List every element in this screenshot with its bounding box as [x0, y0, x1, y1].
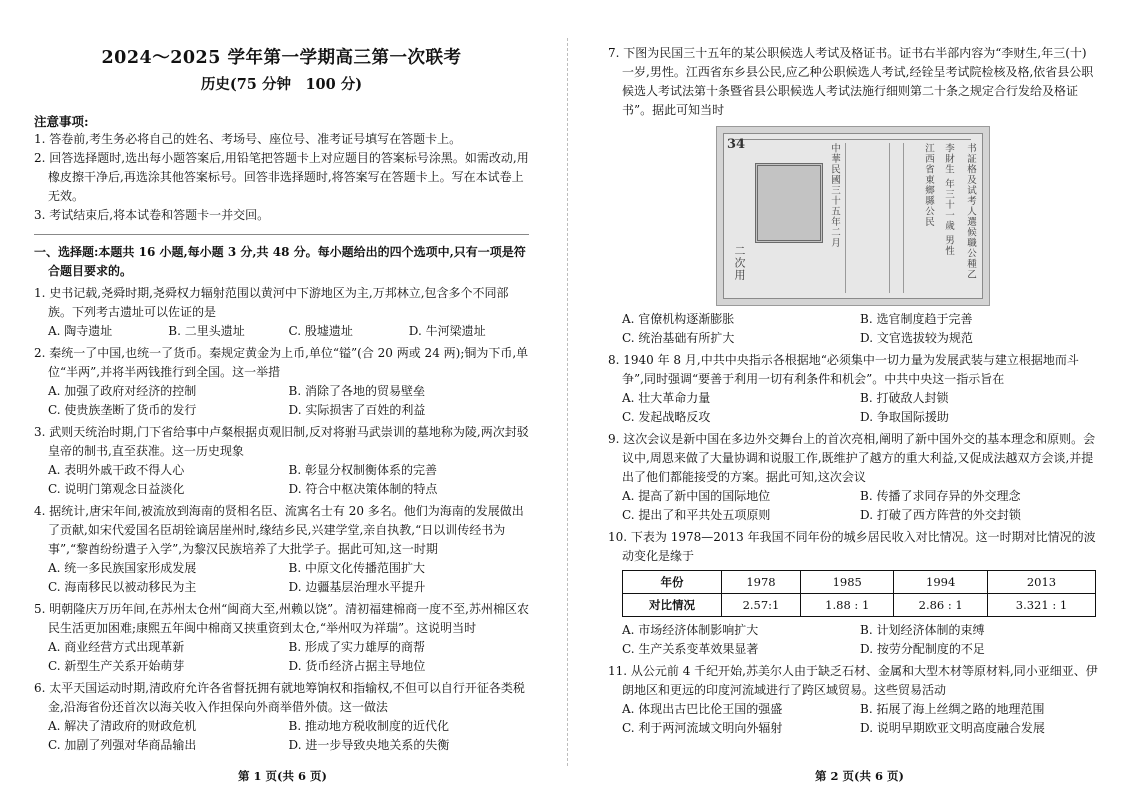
option-a: A. 壮大革命力量 [622, 391, 711, 405]
certificate-image [716, 126, 990, 306]
option-b: B. 拓展了海上丝绸之路的地理范围 [860, 702, 1045, 716]
option-d: D. 牛河梁遗址 [408, 324, 486, 338]
option-d: D. 边疆基层治理水平提升 [288, 580, 426, 594]
question-11-options [608, 700, 1098, 738]
question-5-stem: 5. 明朝隆庆万历年间,在苏州太仓州“闽商大至,州赖以饶”。清初福建棉商一度不至,苏州棉区农民生活更加困难;康熙五年闽中棉商又挟重资到太仓,“举州叹为祥瑞”。这说明当时 [34, 602, 529, 635]
option-d: D. 进一步导致央地关系的失衡 [288, 738, 450, 752]
question-10-options [608, 621, 1098, 659]
certificate-date-text: 中華民國三十五年二月 [829, 143, 840, 248]
option-d: D. 说明早期欧亚文明高度融合发展 [860, 721, 1045, 735]
option-c: C. 海南移民以被动移民为主 [48, 580, 197, 594]
question-8-options [608, 389, 1098, 427]
option-b: B. 选官制度趋于完善 [860, 312, 973, 326]
option-c: C. 殷墟遗址 [288, 324, 353, 338]
page-1-column [34, 0, 529, 755]
option-a: A. 体现出古巴比伦王国的强盛 [622, 702, 783, 716]
option-c: C. 提出了和平共处五项原则 [622, 508, 771, 522]
notice-item: 2. 回答选择题时,选出每小题答案后,用铅笔把答题卡上对应题目的答案标号涂黑。如需改动,用橡皮擦干净后,再选涂其他答案标号。回答非选择题时,将答案写在答题卡上。写在本试卷上无效。 [34, 151, 529, 203]
certificate-rule [903, 143, 904, 293]
option-d: D. 打破了西方阵营的外交封锁 [860, 508, 1021, 522]
question-1-stem: 1. 史书记载,尧舜时期,尧舜权力辐射范围以黄河中下游地区为主,万邦林立,包含多个不同部族。下列考古遗址可以佐证的是 [34, 286, 509, 319]
question-9-stem: 9. 这次会议是新中国在多边外交舞台上的首次亮相,阐明了新中国外交的基本理念和原则。会议中,周恩来做了大量协调和说服工作,既维护了越方的重大利益,又促成法越双方会谈,并提出了他们都能接受的方案。据此可知,这次会议 [608, 432, 1096, 484]
page-2-column [608, 0, 1098, 738]
certificate-rule [845, 143, 846, 293]
option-a: A. 市场经济体制影响扩大 [622, 623, 759, 637]
question-11-stem: 11. 从公元前 4 千纪开始,苏美尔人由于缺乏石材、金属和大型木材等原材料,同小亚细亚、伊朗地区和更远的印度河流域进行了跨区域贸易。这些贸易活动 [608, 664, 1098, 697]
question-1-options [34, 322, 529, 341]
option-a: A. 统一多民族国家形成发展 [48, 561, 197, 575]
option-a: A. 解决了清政府的财政危机 [48, 719, 197, 733]
option-c: C. 生产关系变革效果显著 [622, 642, 759, 656]
option-b: B. 打破敌人封锁 [860, 391, 949, 405]
option-b: B. 彰显分权制衡体系的完善 [288, 463, 437, 477]
question-6-stem: 6. 太平天国运动时期,清政府允许各省督抚拥有就地筹饷权和指输权,不但可以自行开征各类税金,沿海省份还首次以海关收入作担保向外商举借外债。这一做法 [34, 681, 525, 714]
notice-item: 1. 答卷前,考生务必将自己的姓名、考场号、座位号、准考证号填写在答题卡上。 [34, 132, 462, 146]
section-heading: 一、选择题:本题共 16 小题,每小题 3 分,共 48 分。每小题给出的四个选项中,只有一项是符合题目要求的。 [34, 245, 526, 278]
table-cell: 3.321 : 1 [987, 594, 1095, 617]
table-header-cell: 对比情况 [623, 594, 722, 617]
certificate-header-text: 书証格及试考人選候職公種乙 [965, 143, 976, 280]
table-cell: 1994 [894, 571, 987, 594]
question-2-stem: 2. 秦统一了中国,也统一了货币。秦规定黄金为上币,单位“镒”(合 20 两或 24 两);铜为下币,单位“半两”,并将半两钱推行到全国。这一举措 [34, 346, 529, 379]
certificate-origin-text: 江西省東鄉縣公民 [923, 143, 934, 227]
table-cell: 2.86 : 1 [894, 594, 987, 617]
option-b: B. 传播了求同存异的外交理念 [860, 489, 1021, 503]
certificate-number: 34 [727, 137, 746, 152]
option-d: D. 按劳分配制度的不足 [860, 642, 985, 656]
exam-subtitle: 历史(75 分钟 100 分) [200, 76, 363, 93]
certificate-holder-text: 李財生 年三十一歲 男性 [943, 143, 954, 257]
option-d: D. 争取国际援助 [860, 410, 949, 424]
question-4-stem: 4. 据统计,唐宋年间,被流放到海南的贤相名臣、流寓名士有 20 多名。他们为海南的发展做出了贡献,如宋代爱国名臣胡铨谪居崖州时,缘结乡民,兴建学堂,亲自执教,“日以训传经书为事”,“黎酋纷纷遣子入学”,为黎汉民族培养了大批学子。据此可知,这一时期 [34, 504, 524, 556]
option-c: C. 发起战略反攻 [622, 410, 711, 424]
option-d: D. 文官选拔较为规范 [860, 331, 973, 345]
option-a: A. 提高了新中国的国际地位 [622, 489, 771, 503]
option-d: D. 实际损害了百姓的利益 [288, 403, 426, 417]
option-b: B. 推动地方税收制度的近代化 [288, 719, 449, 733]
option-b: B. 中原文化传播范围扩大 [288, 561, 425, 575]
table-row [623, 594, 1096, 617]
option-b: B. 消除了各地的贸易壁垒 [288, 384, 425, 398]
question-6-options [34, 717, 529, 755]
question-9-options [608, 487, 1098, 525]
question-8-stem: 8. 1940 年 8 月,中共中央指示各根据地“必须集中一切力量为发展武装与建立根据地而斗争”,同时强调“要善于利用一切有利条件和机会”。中共中央这一指示旨在 [608, 353, 1079, 386]
question-5-options [34, 638, 529, 676]
table-cell: 2013 [987, 571, 1095, 594]
certificate-rule [735, 139, 971, 140]
question-7-stem: 7. 下图为民国三十五年的某公职候选人考试及格证书。证书右半部内容为“李财生,年三(十)一岁,男性。江西省东乡县公民,应乙种公职候选人考试,经铨呈考试院检核及格,依省县公职候选人考试法第十条暨省县公职候选人考试法施行细则第二十条之规定合行发给及格证书”。据此可知当时 [608, 46, 1094, 117]
option-a: A. 表明外戚干政不得人心 [48, 463, 185, 477]
option-b: B. 二里头遗址 [168, 324, 245, 338]
exam-title: 2024～2025 学年第一学期高三第一次联考 [101, 48, 462, 68]
option-a: A. 加强了政府对经济的控制 [48, 384, 197, 398]
option-c: C. 说明门第观念日益淡化 [48, 482, 185, 496]
question-3-stem: 3. 武则天统治时期,门下省给事中卢粲根据贞观旧制,反对将驸马武崇训的墓地称为陵,两次封驳皇帝的制书,直至获准。这一历史现象 [34, 425, 529, 458]
option-a: A. 陶寺遗址 [48, 324, 113, 338]
option-a: A. 商业经营方式出现革新 [48, 640, 185, 654]
certificate-note-text: 二次用 [733, 245, 746, 281]
seal-stamp [755, 163, 823, 243]
table-header-cell: 年份 [623, 571, 722, 594]
table-cell: 1.88 : 1 [800, 594, 893, 617]
question-10-stem: 10. 下表为 1978—2013 年我国不同年份的城乡居民收入对比情况。这一时期对比情况的波动变化是缘于 [608, 530, 1096, 563]
page-number-right: 第 2 页(共 6 页) [815, 769, 904, 783]
question-2-options [34, 382, 529, 420]
option-c: C. 利于两河流域文明向外辐射 [622, 721, 783, 735]
table-cell: 1978 [722, 571, 801, 594]
question-4-options [34, 559, 529, 597]
option-c: C. 加剧了列强对华商品输出 [48, 738, 197, 752]
notice-heading: 注意事项: [34, 114, 89, 129]
divider-line [34, 234, 529, 235]
question-3-options [34, 461, 529, 499]
option-c: C. 统治基础有所扩大 [622, 331, 735, 345]
option-b: B. 形成了实力雄厚的商帮 [288, 640, 425, 654]
page-divider [567, 38, 568, 766]
option-b: B. 计划经济体制的束缚 [860, 623, 985, 637]
option-c: C. 使贵族垄断了货币的发行 [48, 403, 197, 417]
table-cell: 1985 [800, 571, 893, 594]
option-d: D. 货币经济占据主导地位 [288, 659, 426, 673]
question-7-options [608, 310, 1098, 348]
table-row [623, 571, 1096, 594]
certificate-rule [889, 143, 890, 293]
page-number-left: 第 1 页(共 6 页) [238, 769, 327, 783]
option-d: D. 符合中枢决策体制的特点 [288, 482, 438, 496]
table-cell: 2.57:1 [722, 594, 801, 617]
option-c: C. 新型生产关系开始萌芽 [48, 659, 185, 673]
income-ratio-table [622, 570, 1096, 617]
option-a: A. 官僚机构逐渐膨胀 [622, 312, 735, 326]
notice-item: 3. 考试结束后,将本试卷和答题卡一并交回。 [34, 208, 270, 222]
